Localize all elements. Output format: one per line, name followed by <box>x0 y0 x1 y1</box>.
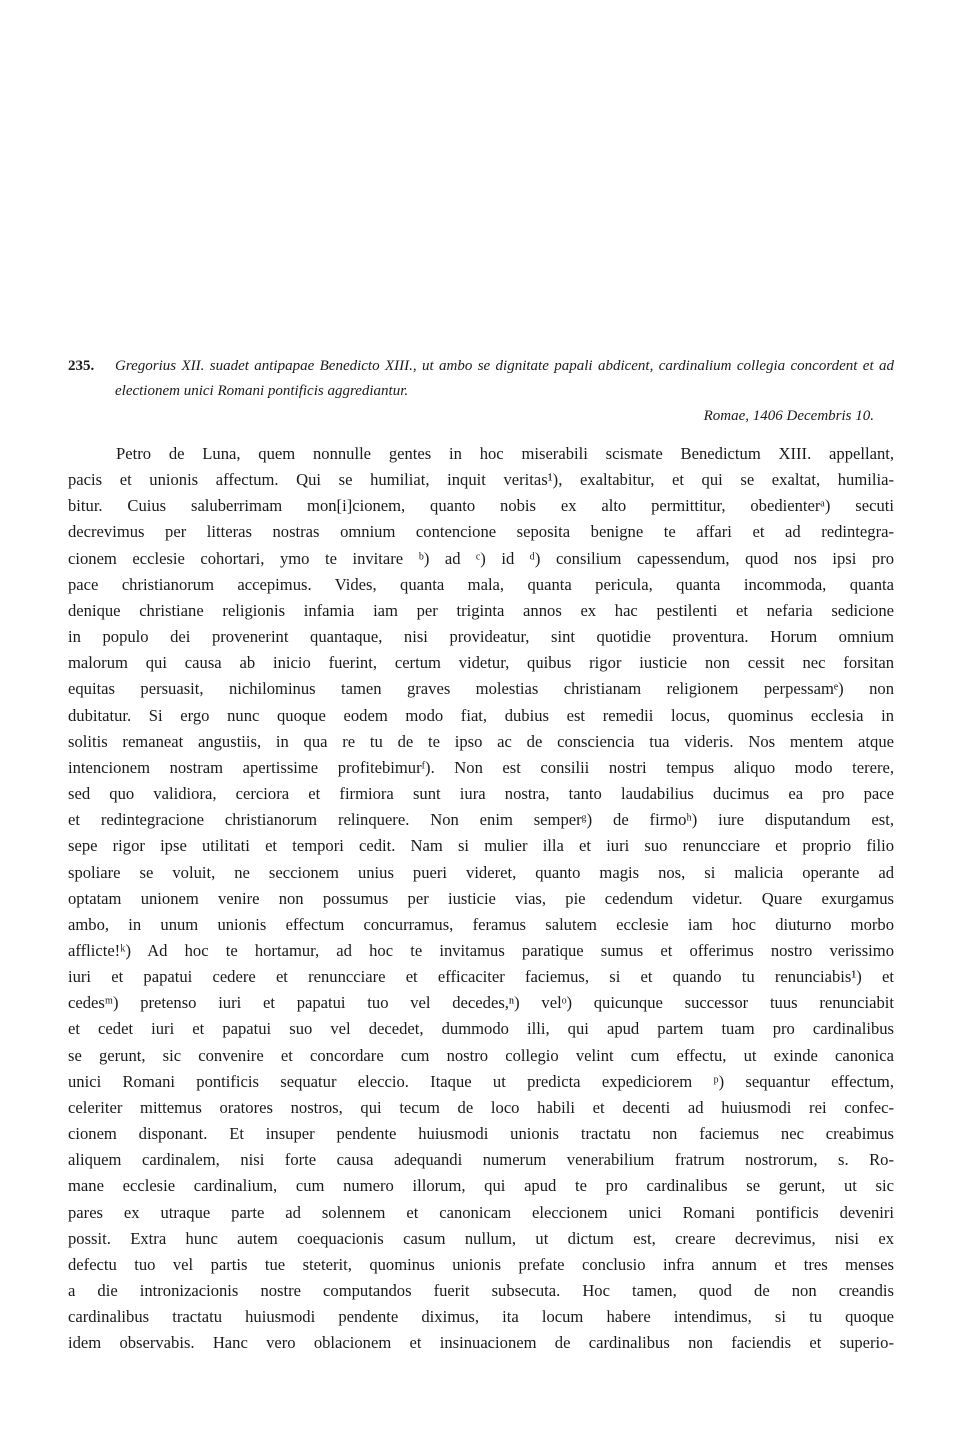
text-line: equitas persuasit, nichilominus tamen graves molestias christianam religionem perpessamᵉ) non <box>68 679 894 699</box>
text-line: malorum qui causa ab inicio fuerint, certum videtur, quibus rigor iusticie non cessit nec forsitan <box>68 653 894 673</box>
text-line: afflicte!ᵏ) Ad hoc te hortamur, ad hoc te invitamus paratique sumus et offerimus nostro verissimo <box>68 940 894 960</box>
text-line: decrevimus per litteras nostras omnium contencione seposita benigne te affari et ad redintegra- <box>68 522 894 542</box>
text-line: ambo, in unum unionis effectum concurramus, feramus salutem ecclesie iam hoc diuturno morbo <box>68 914 894 934</box>
letter-body <box>68 441 894 1356</box>
text-line: sepe rigor ipse utilitati et tempori cedit. Nam si mulier illa et iuri suo renuncciare et proprio filio <box>68 836 894 856</box>
text-line: in populo dei provenerint quantaque, nisi provideatur, sint quotidie proventura. Horum omnium <box>68 627 894 647</box>
text-line: pacis et unionis affectum. Qui se humiliat, inquit veritas¹), exaltabitur, et qui se exaltat, humilia- <box>68 470 894 490</box>
text-line: bitur. Cuius saluberrimam mon[i]cionem, quanto nobis ex alto permittitur, obedienterᵃ) secuti <box>68 496 894 516</box>
text-line: et cedet iuri et papatui suo vel decedet, dummodo illi, qui apud partem tuam pro cardinalibus <box>68 1019 894 1039</box>
text-line: et redintegracione christianorum relinquere. Non enim semperᵍ) de firmoʰ) iure disputandum est, <box>68 810 894 830</box>
text-line: iuri et papatui cedere et renuncciare et efficaciter faciemus, si et quando tu renunciabis¹) et <box>68 967 894 987</box>
text-line: intencionem nostram apertissime profitebimurᶠ). Non est consilii nostri tempus aliquo modo terere, <box>68 757 894 777</box>
document-heading-text: Gregorius XII. suadet antipapae Benedicto XIII., ut ambo se dignitate papali abdicent, cardinalium collegia concordent et ad electionem unici Romani pontificis aggrediantur. <box>115 358 894 399</box>
text-line: solitis remaneat angustiis, in qua re tu de te ipso ac de consciencia tua videris. Nos mentem atque <box>68 731 894 751</box>
text-line: idem observabis. Hanc vero oblacionem et insinuacionem de cardinalibus non faciendis et superio- <box>68 1333 894 1353</box>
text-line: spoliare se voluit, ne seccionem unius pueri videret, quanto magis nos, si malicia operante ad <box>68 862 894 882</box>
text-line: Petro de Luna, quem nonnulle gentes in hoc miserabili scismate Benedictum XIII. appellant, <box>116 444 894 463</box>
place-date: Romae, 1406 Decembris 10. <box>703 408 874 424</box>
text-line: a die intronizacionis nostre computandos fuerit subsecuta. Hoc tamen, quod de non creandis <box>68 1281 894 1300</box>
text-line: defectu tuo vel partis tue steterit, quominus unionis prefate conclusio infra annum et tres menses <box>68 1254 894 1274</box>
text-line: sed quo validiora, cerciora et firmiora sunt iura nostra, tanto laudabilius ducimus ea pro pace <box>68 784 894 804</box>
document-number: 235. <box>68 358 95 374</box>
text-line: se gerunt, sic convenire et concordare cum nostro collegio velint cum effectu, ut exinde canonica <box>68 1045 894 1065</box>
text-line: pares ex utraque parte ad solennem et canonicam eleccionem unici Romani pontificis deveniri <box>68 1202 894 1222</box>
text-line: cardinalibus tractatu huiusmodi pendente diximus, ita locum habere intendimus, si tu quoque <box>68 1307 894 1327</box>
text-line: possit. Extra hunc autem coequacionis casum nullum, ut dictum est, creare decrevimus, nisi ex <box>68 1228 894 1248</box>
text-line: optatam unionem venire non possumus per iusticie vias, pie cedendum videtur. Quare exurgamus <box>68 888 894 908</box>
text-line: cionem disponant. Et insuper pendente huiusmodi unionis tractatu non faciemus nec creabimus <box>68 1124 894 1144</box>
document-heading <box>68 354 894 404</box>
text-line: unici Romani pontificis sequatur eleccio. Itaque ut predicta expediciorem ᵖ) sequantur effectum, <box>68 1071 894 1091</box>
text-line: mane ecclesie cardinalium, cum numero illorum, qui apud te pro cardinalibus se gerunt, ut sic <box>68 1176 894 1196</box>
text-line: pace christianorum accepimus. Vides, quanta mala, quanta pericula, quanta incommoda, quanta <box>68 574 894 594</box>
text-line: dubitatur. Si ergo nunc quoque eodem modo fiat, dubius est remedii locus, quominus ecclesia in <box>68 705 894 725</box>
text-line: aliquem cardinalem, nisi forte causa adequandi numerum venerabilium fratrum nostrorum, s. Ro- <box>68 1150 894 1170</box>
text-line: cionem ecclesie cohortari, ymo te invitare ᵇ) ad ᶜ) id ᵈ) consilium capessendum, quod nos ipsi pro <box>68 548 894 568</box>
text-line: cedesᵐ) pretenso iuri et papatui tuo vel decedes,ⁿ) velᵒ) quicunque successor tuus renunciabit <box>68 993 894 1013</box>
text-line: denique christiane religionis infamia iam per triginta annos ex hac pestilenti et nefaria sedicione <box>68 600 894 620</box>
text-line: celeriter mittemus oratores nostros, qui tecum de loco habili et decenti ad huiusmodi rei confec- <box>68 1097 894 1117</box>
document-page <box>68 354 894 1356</box>
